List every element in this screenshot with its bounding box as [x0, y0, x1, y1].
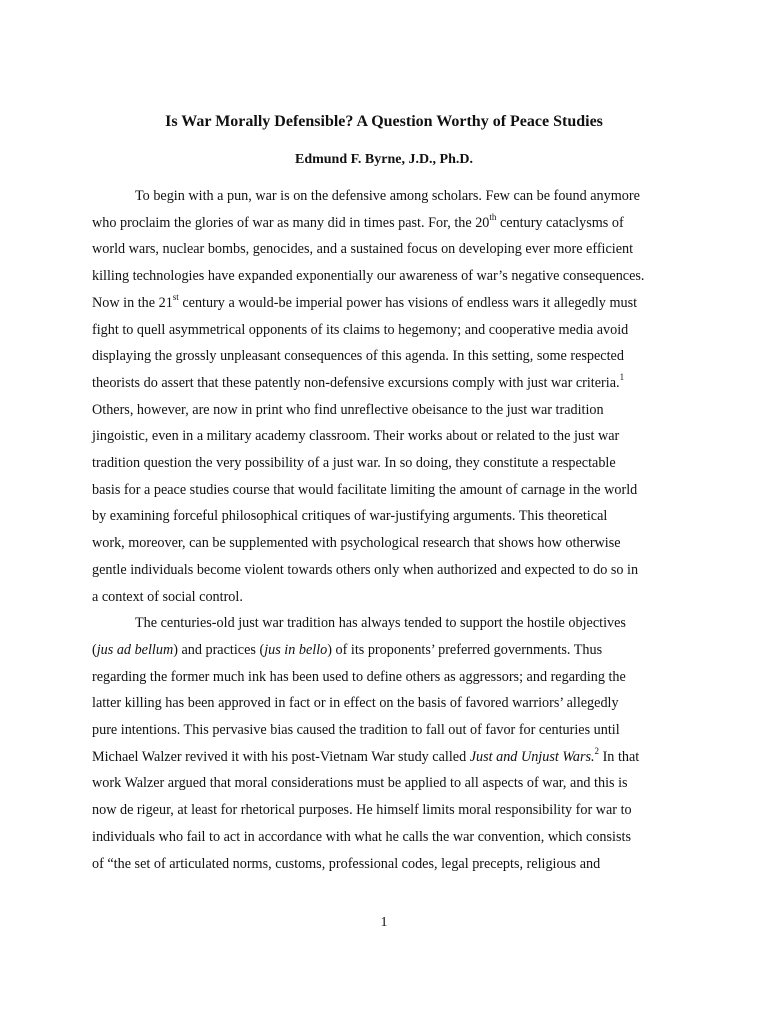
text-line: fight to quell asymmetrical opponents of its claims to hegemony; and cooperative media avoid [92, 321, 629, 338]
text-line: The centuries-old just war tradition has always tended to support the hostile objectives [135, 615, 626, 632]
text-line: regarding the former much ink has been used to define others as aggressors; and regarding the [92, 668, 626, 685]
text-line: basis for a peace studies course that would facilitate limiting the amount of carnage in the world [92, 481, 638, 498]
text-run: century a would-be imperial power has visions of endless wars it allegedly must [178, 294, 638, 311]
text-run: ) of its proponents’ preferred governments. Thus [327, 641, 603, 658]
paragraph-1 [92, 183, 682, 610]
text-run: Now in the 21 [92, 294, 173, 311]
text-line: now de rigeur, at least for rhetorical purposes. He himself limits moral responsibility for war to [92, 802, 632, 819]
text-line: gentle individuals become violent towards others only when authorized and expected to do so in [92, 561, 639, 578]
italic-term: jus in bello [264, 641, 328, 658]
text-run: ( [92, 641, 97, 658]
text-line: pure intentions. This pervasive bias caused the tradition to fall out of favor for centuries until [92, 722, 620, 739]
superscript: th [489, 211, 497, 222]
text-run: century cataclysms of [496, 214, 624, 231]
author-line: Edmund F. Byrne, J.D., Ph.D. [294, 152, 474, 167]
text-line: a context of social control. [92, 588, 243, 605]
text-run: who proclaim the glories of war as many did in times past. For, the 20 [92, 214, 490, 231]
text-line: individuals who fail to act in accordance with what he calls the war convention, which consists [92, 828, 631, 845]
text-line: To begin with a pun, war is on the defensive among scholars. Few can be found anymore [135, 188, 640, 204]
text-run: theorists do assert that these patently non-defensive excursions comply with just war criteria. [92, 374, 620, 391]
text-line: Others, however, are now in print who find unreflective obeisance to the just war tradition [92, 401, 604, 418]
text-line: world wars, nuclear bombs, genocides, and a sustained focus on developing ever more efficient [92, 241, 634, 258]
text-run: ) and practices ( [173, 641, 265, 658]
superscript: st [172, 292, 179, 303]
page-number: 1 [380, 915, 388, 930]
text-line: jingoistic, even in a military academy classroom. Their works about or related to the just war [92, 428, 620, 445]
body-text [92, 183, 682, 877]
text-run: Michael Walzer revived it with his post-Vietnam War study called [92, 748, 470, 765]
text-line [92, 744, 682, 771]
italic-term: jus ad bellum [96, 641, 174, 658]
footnote-ref: 2 [594, 746, 600, 757]
text-line: latter killing has been approved in fact or in effect on the basis of favored warriors’ allegedly [92, 695, 619, 712]
book-title: Just and Unjust Wars. [469, 748, 595, 765]
text-line [92, 290, 682, 317]
text-line: by examining forceful philosophical critiques of war-justifying arguments. This theoretical [92, 508, 608, 525]
text-line: displaying the grossly unpleasant consequences of this agenda. In this setting, some respected [92, 348, 624, 365]
text-run: In that [599, 748, 640, 765]
text-line: killing technologies have expanded exponentially our awareness of war’s negative consequences. [92, 268, 645, 285]
footnote-ref: 1 [619, 372, 625, 383]
text-line [92, 637, 682, 664]
text-line: work Walzer argued that moral considerations must be applied to all aspects of war, and this is [92, 775, 628, 792]
text-line: tradition question the very possibility of a just war. In so doing, they constitute a respectable [92, 455, 616, 472]
text-line [92, 210, 682, 237]
text-line [92, 370, 682, 397]
document-title: Is War Morally Defensible? A Question Worthy of Peace Studies [165, 113, 603, 130]
text-line: of “the set of articulated norms, customs, professional codes, legal precepts, religious and [92, 855, 601, 872]
text-line: work, moreover, can be supplemented with psychological research that shows how otherwise [92, 535, 621, 552]
paragraph-2 [92, 610, 682, 877]
